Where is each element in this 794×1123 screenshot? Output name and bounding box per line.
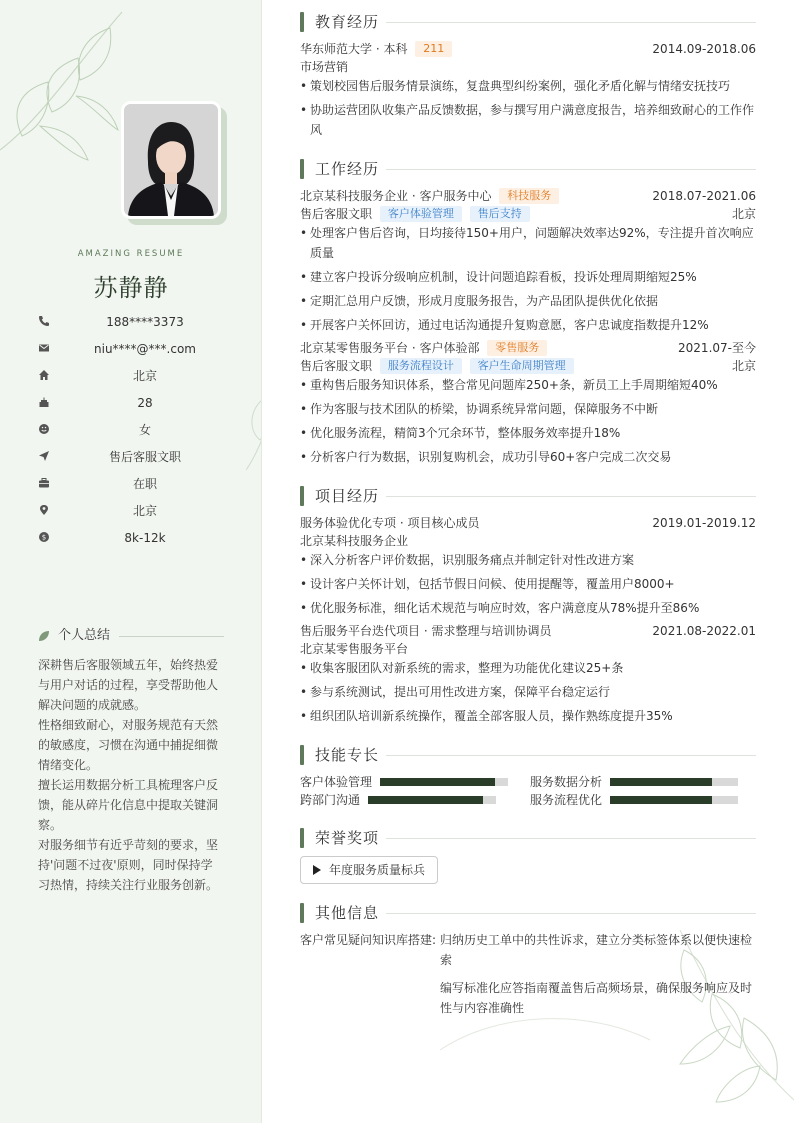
job-company: 北京某科技服务企业 · 客户服务中心 [300, 189, 492, 203]
avatar [121, 101, 223, 221]
other-line: 归纳历史工单中的共性诉求，建立分类标签体系以便快速检索 [440, 933, 753, 967]
info-city [38, 368, 228, 384]
skill-item [300, 792, 510, 808]
location-value: 北京 [132, 504, 157, 518]
project-header-row [300, 622, 756, 640]
job-role: 售后客服文职 [300, 207, 373, 221]
summary-paragraph: 性格细致耐心，对服务规范有天然的敏感度，习惯在沟通中捕捉细微情绪变化。 [38, 718, 219, 772]
salary-icon [38, 531, 50, 543]
list-item: • 组织团队培训新系统操作，覆盖全部客服人员，操作熟练度提升35% [300, 706, 756, 726]
project-org: 北京某科技服务企业 [300, 534, 409, 548]
age-value: 28 [137, 396, 153, 410]
skill-bar [610, 778, 738, 786]
school-badge: 211 [415, 41, 452, 57]
smile-icon [38, 423, 50, 435]
list-item: • 优化服务流程，精简3个冗余环节，整体服务效率提升18% [300, 423, 756, 443]
summary-text [38, 655, 224, 895]
tagline: AMAZING RESUME [77, 249, 185, 259]
status-value: 在职 [132, 477, 157, 491]
send-icon [38, 450, 50, 462]
list-item: • 策划校园售后服务情景演练，复盘典型纠纷案例，强化矛盾化解与情绪安抚技巧 [300, 76, 756, 96]
skill-name: 服务数据分析 [530, 775, 603, 789]
list-item: • 协助运营团队收集产品反馈数据，参与撰写用户满意度报告，培养细致耐心的工作作风 [300, 100, 756, 140]
play-triangle-icon [313, 865, 321, 875]
city-value: 北京 [132, 369, 157, 383]
list-item: • 优化服务标准，细化话术规范与响应时效，客户满意度从78%提升至86% [300, 598, 756, 618]
skill-tag: 客户体验管理 [380, 206, 462, 222]
home-icon [38, 369, 50, 381]
mail-icon [38, 342, 50, 354]
list-item: • 分析客户行为数据，识别复购机会，成功引导60+客户完成二次交易 [300, 447, 756, 467]
info-email [38, 341, 228, 357]
section-header-other [300, 903, 756, 923]
section-header-projects [300, 486, 756, 506]
list-item: • 处理客户售后咨询，日均接待150+用户，问题解决效率达92%，专注提升首次响应质量 [300, 223, 756, 263]
list-item: • 参与系统测试，提出可用性改进方案，保障平台稳定运行 [300, 682, 756, 702]
email-value: niu****@***.com [94, 342, 196, 356]
section-title: 技能专长 [315, 746, 380, 764]
gender-value: 女 [138, 423, 151, 437]
svg-text:$: $ [41, 533, 47, 542]
arc-decoration-icon [440, 1010, 660, 1070]
summary-paragraph: 擅长运用数据分析工具梳理客户反馈，能从碎片化信息中提取关键洞察。 [38, 778, 219, 832]
section-header-education [300, 12, 756, 32]
twig-decoration-icon [240, 370, 262, 480]
education-period: 2014.09-2018.06 [652, 42, 756, 56]
job-header-row [300, 187, 756, 205]
job-city: 北京 [731, 359, 756, 373]
section-title: 其他信息 [315, 904, 380, 922]
summary-paragraph: 对服务细节有近乎苛刻的要求，坚持'问题不过夜'原则，同时保持学习热情，持续关注行业服务创新。 [38, 838, 219, 892]
list-item: • 深入分析客户评价数据，识别服务痛点并制定针对性改进方案 [300, 550, 756, 570]
cake-icon [38, 396, 50, 408]
project-period: 2019.01-2019.12 [652, 516, 756, 530]
project-header-row [300, 514, 756, 532]
skill-tag: 服务流程设计 [380, 358, 462, 374]
candidate-name: 苏静静 [93, 274, 169, 302]
skill-bar-fill [380, 778, 495, 786]
salary-value: 8k-12k [124, 531, 166, 545]
section-title: 荣誉奖项 [315, 829, 380, 847]
info-status [38, 476, 228, 492]
section-title: 工作经历 [315, 160, 380, 178]
section-title: 教育经历 [315, 13, 380, 31]
education-major: 市场营销 [300, 60, 349, 74]
job-role-row [300, 357, 756, 375]
skill-name: 客户体验管理 [300, 775, 373, 789]
skill-tag: 售后支持 [470, 206, 530, 222]
skill-bar-fill [610, 778, 712, 786]
section-header-work [300, 159, 756, 179]
info-location [38, 503, 228, 519]
list-item: • 收集客服团队对新系统的需求，整理为功能优化建议25+条 [300, 658, 756, 678]
school-name: 华东师范大学 · 本科 [300, 42, 408, 56]
sidebar [0, 0, 262, 1123]
industry-tag: 零售服务 [487, 340, 547, 356]
info-gender [38, 422, 228, 438]
skill-bar-fill [368, 796, 483, 804]
skill-name: 跨部门沟通 [300, 793, 361, 807]
phone-value: 188****3373 [106, 315, 184, 329]
section-header-honors [300, 828, 756, 848]
section-header-skills [300, 745, 756, 765]
summary-paragraph: 深耕售后客服领域五年，始终热爱与用户对话的过程，享受帮助他人解决问题的成就感。 [38, 658, 219, 712]
job-period: 2018.07-2021.06 [652, 189, 756, 203]
project-period: 2021.08-2022.01 [652, 624, 756, 638]
skill-item [300, 774, 510, 790]
job-period: 2021.07-至今 [678, 341, 756, 355]
list-item: • 定期汇总用户反馈，形成月度服务报告，为产品团队提供优化依据 [300, 291, 756, 311]
education-school-row [300, 40, 756, 58]
briefcase-icon [38, 477, 50, 489]
job-role: 售后客服文职 [300, 359, 373, 373]
skill-item [530, 792, 740, 808]
portrait-photo [124, 104, 218, 216]
skill-tag: 客户生命周期管理 [470, 358, 574, 374]
summary-title: 个人总结 [58, 628, 111, 643]
award-name: 年度服务质量标兵 [329, 863, 426, 877]
skill-name: 服务流程优化 [530, 793, 603, 807]
info-phone [38, 314, 228, 330]
skill-item [530, 774, 740, 790]
project-name: 售后服务平台迭代项目 · 需求整理与培训协调员 [300, 624, 552, 638]
skill-bar [610, 796, 738, 804]
leaf-decoration-icon [0, 0, 140, 170]
list-item: • 开展客户关怀回访，通过电话沟通提升复购意愿，客户忠诚度指数提升12% [300, 315, 756, 335]
summary-header [38, 627, 224, 645]
list-item: • 设计客户关怀计划，包括节假日问候、使用提醒等，覆盖用户8000+ [300, 574, 756, 594]
job-role-row [300, 205, 756, 223]
other-line: 编写标准化应答指南覆盖售后高频场景，确保服务响应及时性与内容准确性 [440, 981, 753, 1015]
phone-icon [38, 315, 50, 327]
other-label: 客户常见疑问知识库搭建: [300, 933, 437, 947]
skill-bar-fill [610, 796, 712, 804]
info-age [38, 395, 228, 411]
industry-tag: 科技服务 [499, 188, 559, 204]
skill-bar [368, 796, 496, 804]
list-item: • 建立客户投诉分级响应机制，设计问题追踪看板，投诉处理周期缩短25% [300, 267, 756, 287]
section-title: 项目经历 [315, 487, 380, 505]
leaf-icon [38, 630, 50, 642]
job-company: 北京某零售服务平台 · 客户体验部 [300, 341, 480, 355]
target-job-value: 售后客服文职 [108, 450, 181, 464]
info-salary [38, 530, 228, 546]
job-city: 北京 [731, 207, 756, 221]
info-target-job [38, 449, 228, 465]
project-org: 北京某零售服务平台 [300, 642, 409, 656]
job-header-row [300, 339, 756, 357]
project-name: 服务体验优化专项 · 项目核心成员 [300, 516, 480, 530]
skill-bar [380, 778, 508, 786]
list-item: • 作为客服与技术团队的桥梁，协调系统异常问题，保障服务不中断 [300, 399, 756, 419]
location-pin-icon [38, 504, 50, 516]
award-item [300, 856, 438, 884]
list-item: • 重构售后服务知识体系，整合常见问题库250+条，新员工上手周期缩短40% [300, 375, 756, 395]
